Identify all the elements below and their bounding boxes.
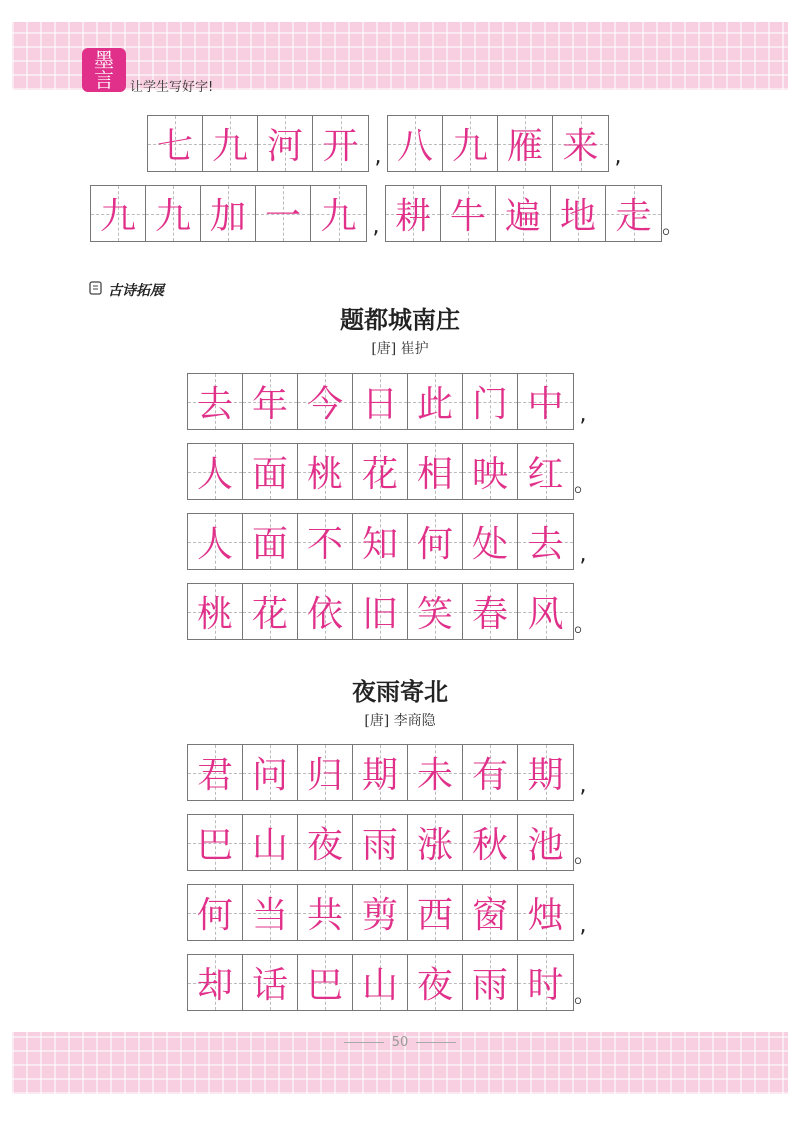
intro-row-1-group-1	[147, 115, 369, 172]
grid-cell: 共	[298, 885, 353, 940]
punctuation: ,	[579, 542, 587, 567]
poem-line	[187, 583, 597, 640]
poem-line	[187, 513, 592, 570]
grid-cell: 开	[313, 116, 368, 171]
slogan: 让学生写好字!	[130, 80, 214, 95]
grid-cell: 问	[243, 745, 298, 800]
grid-cell: 此	[408, 374, 463, 429]
poem-line-grid	[187, 744, 574, 801]
poem-line	[187, 814, 597, 871]
grid-cell: 夜	[298, 815, 353, 870]
grid-cell: 花	[353, 444, 408, 499]
intro-row-2	[90, 185, 685, 242]
grid-cell: 雁	[498, 116, 553, 171]
grid-cell: 话	[243, 955, 298, 1010]
poem-title: 题都城南庄	[340, 306, 460, 334]
header-band	[12, 22, 788, 90]
punctuation: 。	[574, 612, 597, 637]
grid-cell: 巴	[298, 955, 353, 1010]
grid-cell: 映	[463, 444, 518, 499]
grid-cell: 当	[243, 885, 298, 940]
poem-title: 夜雨寄北	[352, 678, 448, 706]
punctuation: ,	[374, 144, 382, 169]
poem-line-grid	[187, 884, 574, 941]
grid-cell: 来	[553, 116, 608, 171]
grid-cell: 涨	[408, 815, 463, 870]
grid-cell: 七	[148, 116, 203, 171]
grid-cell: 年	[243, 374, 298, 429]
punctuation: ,	[579, 773, 587, 798]
grid-cell: 池	[518, 815, 573, 870]
grid-cell: 知	[353, 514, 408, 569]
grid-cell: 红	[518, 444, 573, 499]
grid-cell: 地	[551, 186, 606, 241]
grid-cell: 耕	[386, 186, 441, 241]
grid-cell: 雨	[463, 955, 518, 1010]
grid-cell: 剪	[353, 885, 408, 940]
grid-cell: 不	[298, 514, 353, 569]
poem-line-grid	[187, 954, 574, 1011]
grid-cell: 遍	[496, 186, 551, 241]
grid-cell: 依	[298, 584, 353, 639]
poem-line-grid	[187, 373, 574, 430]
poem-author: [唐] 李商隐	[364, 713, 436, 729]
poem-line	[187, 373, 592, 430]
grid-cell: 春	[463, 584, 518, 639]
grid-cell: 加	[201, 186, 256, 241]
grid-cell: 窗	[463, 885, 518, 940]
punctuation: ,	[372, 214, 380, 239]
grid-cell: 山	[353, 955, 408, 1010]
punctuation: 。	[574, 843, 597, 868]
grid-cell: 桃	[188, 584, 243, 639]
grid-cell: 风	[518, 584, 573, 639]
grid-cell: 面	[243, 444, 298, 499]
grid-cell: 归	[298, 745, 353, 800]
grid-cell: 河	[258, 116, 313, 171]
poem-line-grid	[187, 583, 574, 640]
grid-cell: 君	[188, 745, 243, 800]
grid-cell: 去	[188, 374, 243, 429]
poem-line-grid	[187, 814, 574, 871]
poem-line-grid	[187, 443, 574, 500]
section-label	[88, 280, 164, 300]
page-number: 50	[0, 1035, 800, 1050]
grid-cell: 笑	[408, 584, 463, 639]
grid-cell: 日	[353, 374, 408, 429]
grid-cell: 桃	[298, 444, 353, 499]
poem-author: [唐] 崔护	[371, 341, 429, 357]
grid-cell: 今	[298, 374, 353, 429]
grid-cell: 中	[518, 374, 573, 429]
grid-cell: 去	[518, 514, 573, 569]
logo-char-1: 墨	[94, 48, 114, 72]
grid-cell: 却	[188, 955, 243, 1010]
scroll-icon	[88, 280, 104, 300]
grid-cell: 西	[408, 885, 463, 940]
grid-cell: 人	[188, 444, 243, 499]
grid-cell: 面	[243, 514, 298, 569]
grid-cell: 期	[518, 745, 573, 800]
poem-line	[187, 744, 592, 801]
grid-cell: 九	[311, 186, 366, 241]
grid-cell: 雨	[353, 815, 408, 870]
poem-line	[187, 884, 592, 941]
grid-cell: 何	[188, 885, 243, 940]
grid-cell: 花	[243, 584, 298, 639]
punctuation: 。	[574, 983, 597, 1008]
grid-cell: 走	[606, 186, 661, 241]
grid-cell: 山	[243, 815, 298, 870]
grid-cell: 巴	[188, 815, 243, 870]
poem-line	[187, 954, 597, 1011]
grid-cell: 人	[188, 514, 243, 569]
grid-cell: 九	[203, 116, 258, 171]
grid-cell: 时	[518, 955, 573, 1010]
grid-cell: 牛	[441, 186, 496, 241]
intro-row-2-group-1	[90, 185, 367, 242]
grid-cell: 九	[443, 116, 498, 171]
section-label-text: 古诗拓展	[108, 283, 164, 299]
grid-cell: 处	[463, 514, 518, 569]
intro-row-1	[147, 115, 627, 172]
punctuation: ,	[579, 402, 587, 427]
logo-char-2: 言	[94, 68, 114, 92]
intro-row-1-group-2	[387, 115, 609, 172]
grid-cell: 期	[353, 745, 408, 800]
grid-cell: 旧	[353, 584, 408, 639]
grid-cell: 夜	[408, 955, 463, 1010]
grid-cell: 九	[91, 186, 146, 241]
punctuation: ,	[614, 144, 622, 169]
punctuation: 。	[574, 472, 597, 497]
grid-cell: 秋	[463, 815, 518, 870]
grid-cell: 相	[408, 444, 463, 499]
grid-cell: 九	[146, 186, 201, 241]
punctuation: 。	[662, 214, 685, 239]
punctuation: ,	[579, 913, 587, 938]
grid-cell: 有	[463, 745, 518, 800]
grid-cell: 门	[463, 374, 518, 429]
intro-row-2-group-2	[385, 185, 662, 242]
grid-cell: 烛	[518, 885, 573, 940]
logo	[82, 48, 126, 92]
grid-cell: 一	[256, 186, 311, 241]
grid-cell: 何	[408, 514, 463, 569]
poem-line-grid	[187, 513, 574, 570]
poem-line	[187, 443, 597, 500]
grid-cell: 八	[388, 116, 443, 171]
grid-cell: 未	[408, 745, 463, 800]
